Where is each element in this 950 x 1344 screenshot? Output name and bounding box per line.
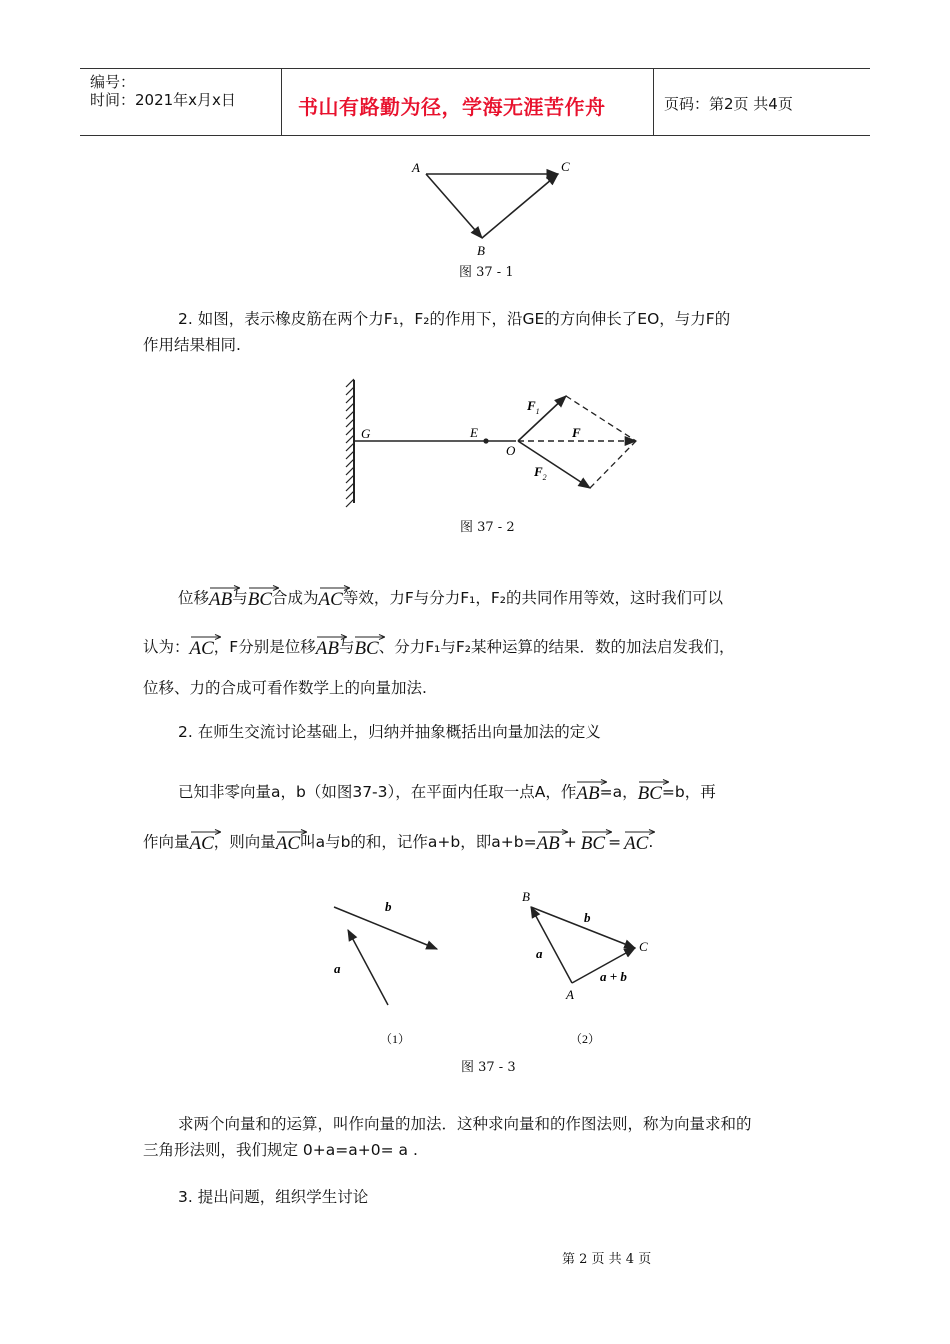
paragraph-2-line-2 [143, 632, 735, 658]
wall-hatching [346, 379, 354, 507]
point-e-label: E [470, 425, 478, 440]
force-f1-label: $F_1$ [527, 398, 540, 416]
figure-37-2-caption: 图 37 - 2 [460, 520, 515, 535]
vector-ab: AB [209, 583, 232, 609]
vector-bc: BC [248, 583, 272, 609]
vector-a-arrow [348, 930, 388, 1005]
subfigure-1-label: （1） [380, 1032, 411, 1046]
vector-bc: BC [354, 632, 378, 658]
paragraph-2-line-3: 位移、力的合成可看作数学上的向量加法. [143, 679, 427, 697]
page-label: 页码：第2页 共4页 [664, 95, 793, 113]
paragraph-1-line-2: 作用结果相同. [143, 336, 241, 354]
point-b-label: B [522, 889, 530, 904]
vector-ac: AC [319, 583, 343, 609]
force-f2-label: $F_2$ [534, 464, 547, 482]
triangle-b-label: b [584, 910, 591, 925]
equals-sign: = [608, 833, 622, 851]
point-g-label: G [361, 426, 371, 441]
paragraph-1-line-1: 2. 如图，表示橡皮筋在两个力F₁，F₂的作用下，沿GE的方向伸长了EO，与力F的 [178, 310, 731, 328]
text-fragment: 等效，力F与分力F₁，F₂的共同作用等效，这时我们可以 [342, 589, 724, 607]
vector-b-label: b [385, 899, 392, 914]
text-fragment: ，F分别是位移 [213, 638, 316, 656]
vector-ac: AC [276, 827, 300, 853]
text-fragment: ，则向量 [213, 833, 276, 851]
point-a-label: A [412, 160, 420, 175]
vector-bc: BC [581, 827, 605, 853]
vector-ab-line [426, 174, 482, 238]
text-fragment: 与 [232, 589, 248, 607]
paragraph-3-line-2: 三角形法则，我们规定 0+a=a+0= a . [143, 1141, 418, 1159]
text-fragment: 作向量 [143, 833, 190, 851]
definition-line-2 [143, 827, 653, 853]
vector-bc: BC [638, 777, 662, 803]
text-fragment: 合成为 [272, 589, 319, 607]
text-fragment: 认为： [143, 638, 190, 656]
triangle-vector-b [531, 907, 635, 948]
text-fragment: 叫a与b的和，记作a+b，即a+b= [300, 833, 537, 851]
text-fragment: 已知非零向量a，b（如图37-3），在平面内任取一点A，作 [178, 783, 577, 801]
definition-line-1 [178, 777, 716, 803]
paragraph-2-line-1 [178, 583, 723, 609]
triangle-a-label: a [536, 946, 543, 961]
header-motto: 书山有路勤为径，学海无涯苦作舟 [298, 95, 606, 119]
time-label: 时间：2021年x月x日 [90, 91, 236, 109]
force-f1-arrow [518, 396, 566, 441]
figure-37-2 [338, 375, 658, 510]
vector-ac: AC [190, 827, 214, 853]
paragraph-3-line-1: 求两个向量和的运算，叫作向量的加法．这种求向量和的作图法则，称为向量求和的 [178, 1115, 752, 1133]
triangle-vector-a [531, 907, 572, 983]
page-footer: 第 2 页 共 4 页 [562, 1252, 652, 1267]
header-top-border [80, 68, 870, 69]
header-divider-1 [281, 68, 282, 135]
section-heading-3: 3. 提出问题，组织学生讨论 [178, 1188, 369, 1206]
vector-ab: AB [316, 632, 339, 658]
vector-ac: AC [624, 827, 648, 853]
text-fragment: =a， [599, 783, 638, 801]
figure-37-3 [320, 885, 670, 1060]
point-o-label: O [506, 443, 516, 458]
force-f2-arrow [518, 441, 590, 488]
period: . [648, 833, 654, 851]
point-c-label: C [561, 159, 570, 174]
header-bottom-border [80, 135, 870, 136]
point-b-label: B [477, 243, 485, 258]
figure-37-3-caption: 图 37 - 3 [461, 1060, 516, 1075]
vector-bc-line [482, 174, 558, 238]
section-heading-2: 2. 在师生交流讨论基础上，归纳并抽象概括出向量加法的定义 [178, 723, 601, 741]
point-c-label: C [639, 939, 648, 954]
text-fragment: 、分力F₁与F₂某种运算的结果．数的加法启发我们， [378, 638, 735, 656]
text-fragment: =b，再 [661, 783, 716, 801]
figure-37-1-caption: 图 37 - 1 [459, 265, 514, 280]
plus-sign: + [563, 833, 577, 851]
triangle-sum-label: a + b [600, 969, 627, 984]
vector-a-label: a [334, 961, 341, 976]
serial-label: 编号： [90, 73, 136, 91]
subfigure-2-label: （2） [570, 1032, 601, 1046]
force-f-label: F [572, 425, 581, 440]
point-e-dot [483, 438, 488, 443]
text-fragment: 与 [338, 638, 355, 656]
vector-ab: AB [537, 827, 560, 853]
point-a-label: A [566, 987, 574, 1002]
vector-ac: AC [190, 632, 214, 658]
vector-ab: AB [576, 777, 599, 803]
header-divider-2 [653, 68, 654, 135]
text-fragment: 位移 [178, 589, 210, 607]
parallelogram-edge-bottom [590, 441, 636, 488]
